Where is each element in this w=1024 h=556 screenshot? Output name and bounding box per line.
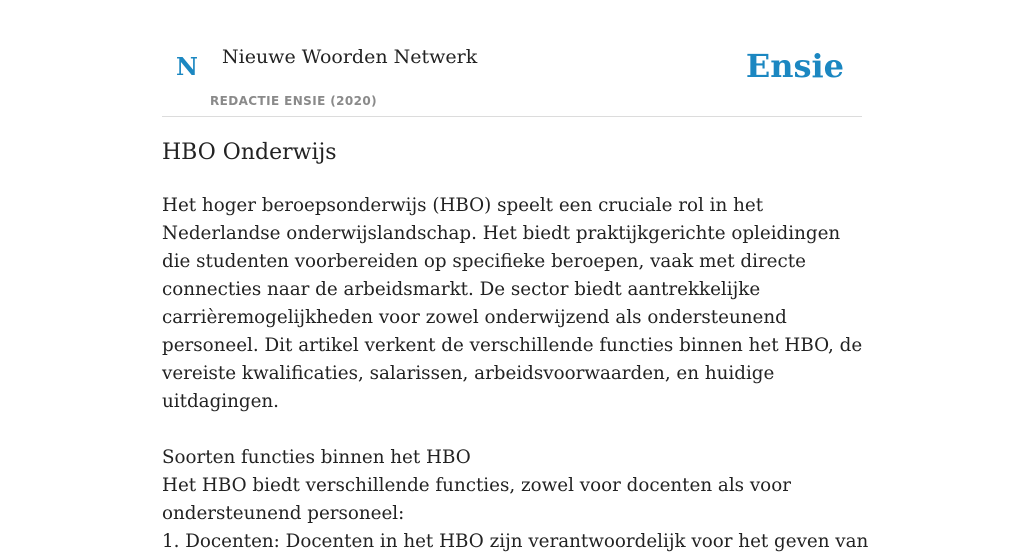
brand-logo[interactable]: Ensie [745, 47, 844, 85]
section-intro-paragraph: Het HBO biedt verschillende functies, zowel voor docenten als voor ondersteunend personeel: [162, 475, 791, 524]
site-header [162, 0, 862, 117]
intro-paragraph: Het hoger beroepsonderwijs (HBO) speelt een cruciale rol in het Nederlandse onderwijslandschap. Het biedt praktijkgerichte opleidingen die studenten voorbereiden op specifieke beroepen, vaak met directe connecties naar de arbeidsmarkt. De sector biedt aantrekkelijke carrièremogelijkheden voor zowel onderwijzend als ondersteunend personeel. Dit artikel verkent de verschillende functies binnen het HBO, de vereiste kwalificaties, salarissen, arbeidsvoorwaarden, en huidige uitdagingen. [162, 195, 863, 412]
site-logo-icon[interactable]: N [176, 52, 198, 81]
article-title: HBO Onderwijs [162, 140, 337, 165]
site-title[interactable]: Nieuwe Woorden Netwerk [222, 46, 478, 68]
author-byline: REDACTIE ENSIE (2020) [210, 94, 378, 108]
section-heading: Soorten functies binnen het HBO [162, 447, 471, 468]
list-item: 1. Docenten: Docenten in het HBO zijn verantwoordelijk voor het geven van [162, 531, 869, 552]
article-body [162, 192, 872, 556]
paragraph-spacer [162, 416, 872, 444]
